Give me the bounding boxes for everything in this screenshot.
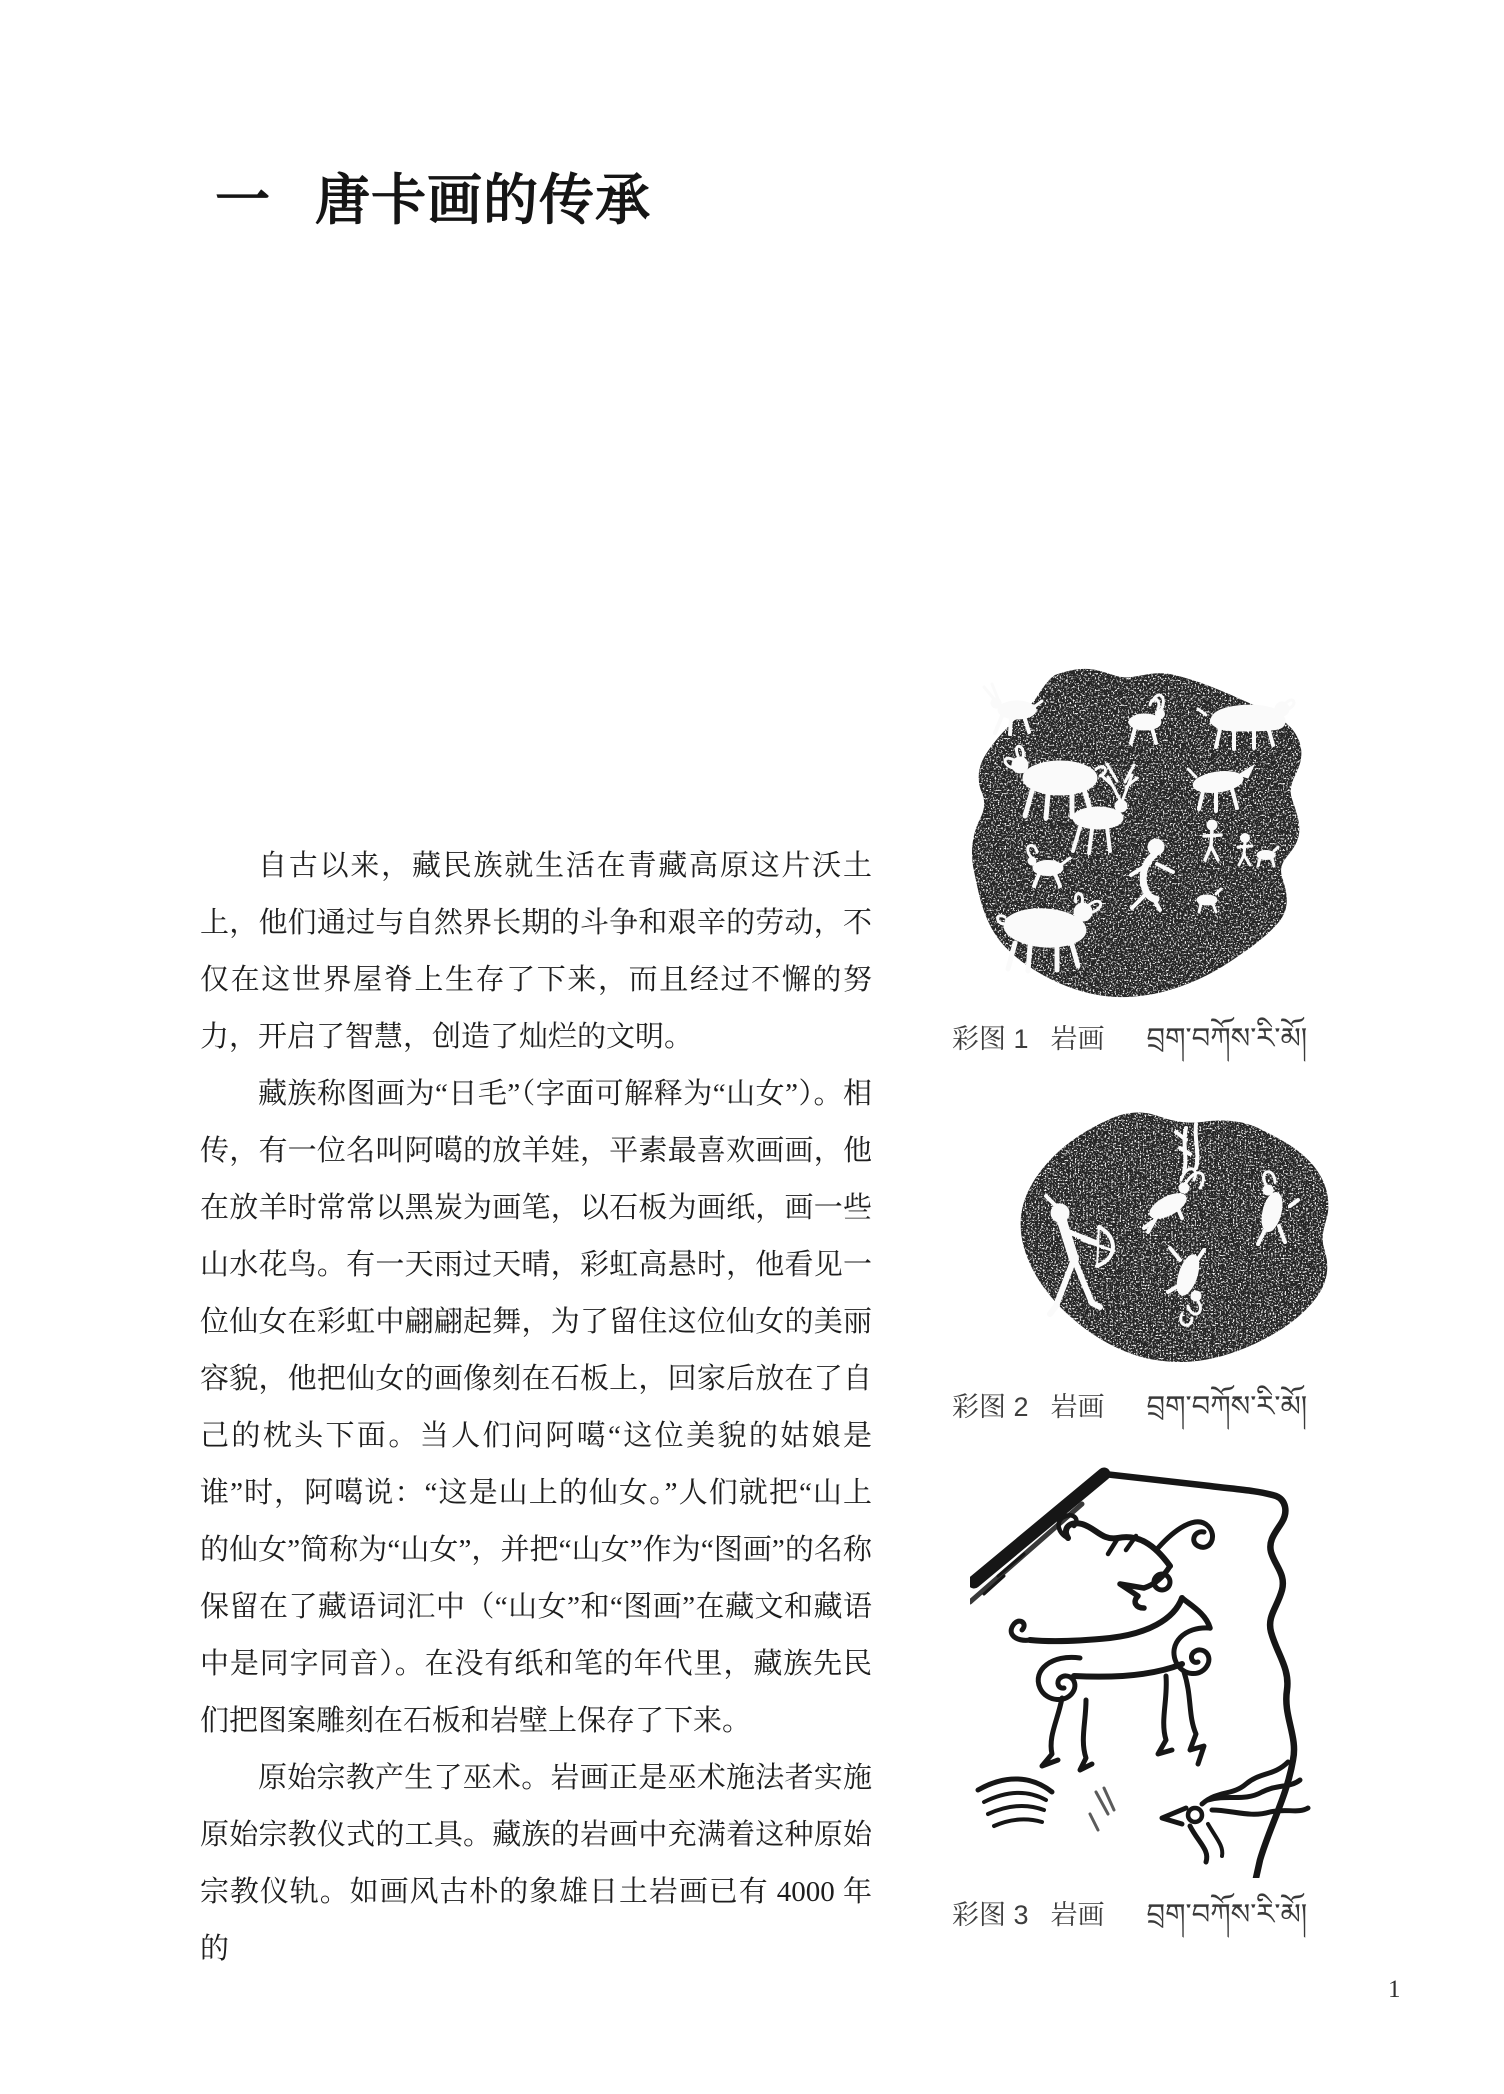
figure-name: 岩画 [1050,1392,1105,1422]
chapter-title [215,156,651,235]
petroglyph-image-2 [1000,1110,1335,1365]
figure-caption-1 [952,1006,1307,1088]
figure-label: 彩图 2 [952,1392,1029,1422]
figure-label: 彩图 1 [952,1024,1029,1054]
body-text-column [200,838,872,1978]
figure-name: 岩画 [1050,1900,1105,1930]
paragraph: 藏族称图画为“日毛”（字面可解释为“山女”）。相传，有一位名叫阿噶的放羊娃，平素最喜欢画画，他在放羊时常常以黑炭为画笔，以石板为画纸，画一些山水花鸟。有一天雨过天晴，彩虹高悬时，他看见一位仙女在彩虹中翩翩起舞，为了留住这位仙女的美丽容貌，他把仙女的画像刻在石板上，回家后放在了自己的枕头下面。当人们问阿噶“这位美貌的姑娘是谁”时，阿噶说：“这是山上的仙女。”人们就把“山上的仙女”简称为“山女”，并把“山女”作为“图画”的名称保留在了藏语词汇中（“山女”和“图画”在藏文和藏语中是同字同音）。在没有纸和笔的年代里，藏族先民们把图案雕刻在石板和岩壁上保存了下来。 [200,1078,872,1737]
figure-caption-3 [952,1882,1307,1964]
petroglyph-image-1 [960,665,1310,1000]
figure-name: 岩画 [1050,1024,1105,1054]
petroglyph-image-3 [970,1458,1345,1878]
chapter-number: 一 [215,170,272,231]
figure-tibetan-title: བྲག་བཀོས་རི་མོ། [1146,1897,1308,1931]
figure-label: 彩图 3 [952,1900,1029,1930]
figure-tibetan-title: བྲག་བཀོས་རི་མོ། [1146,1389,1308,1423]
figure-caption-2 [952,1374,1307,1456]
line-art-deer [970,1474,1308,1878]
figure-tibetan-title: བྲག་བཀོས་རི་མོ། [1146,1021,1308,1055]
chapter-title-text: 唐卡画的传承 [315,170,652,231]
paragraph: 原始宗教产生了巫术。岩画正是巫术施法者实施原始宗教仪式的工具。藏族的岩画中充满着这种原始宗教仪轨。如画风古朴的象雄日土岩画已有 4000 年的 [200,1762,872,1965]
page-number: 1 [1388,1976,1401,2003]
paragraph: 自古以来，藏民族就生活在青藏高原这片沃土上，他们通过与自然界长期的斗争和艰辛的劳动，不仅在这世界屋脊上生存了下来，而且经过不懈的努力，开启了智慧，创造了灿烂的文明。 [200,850,872,1053]
